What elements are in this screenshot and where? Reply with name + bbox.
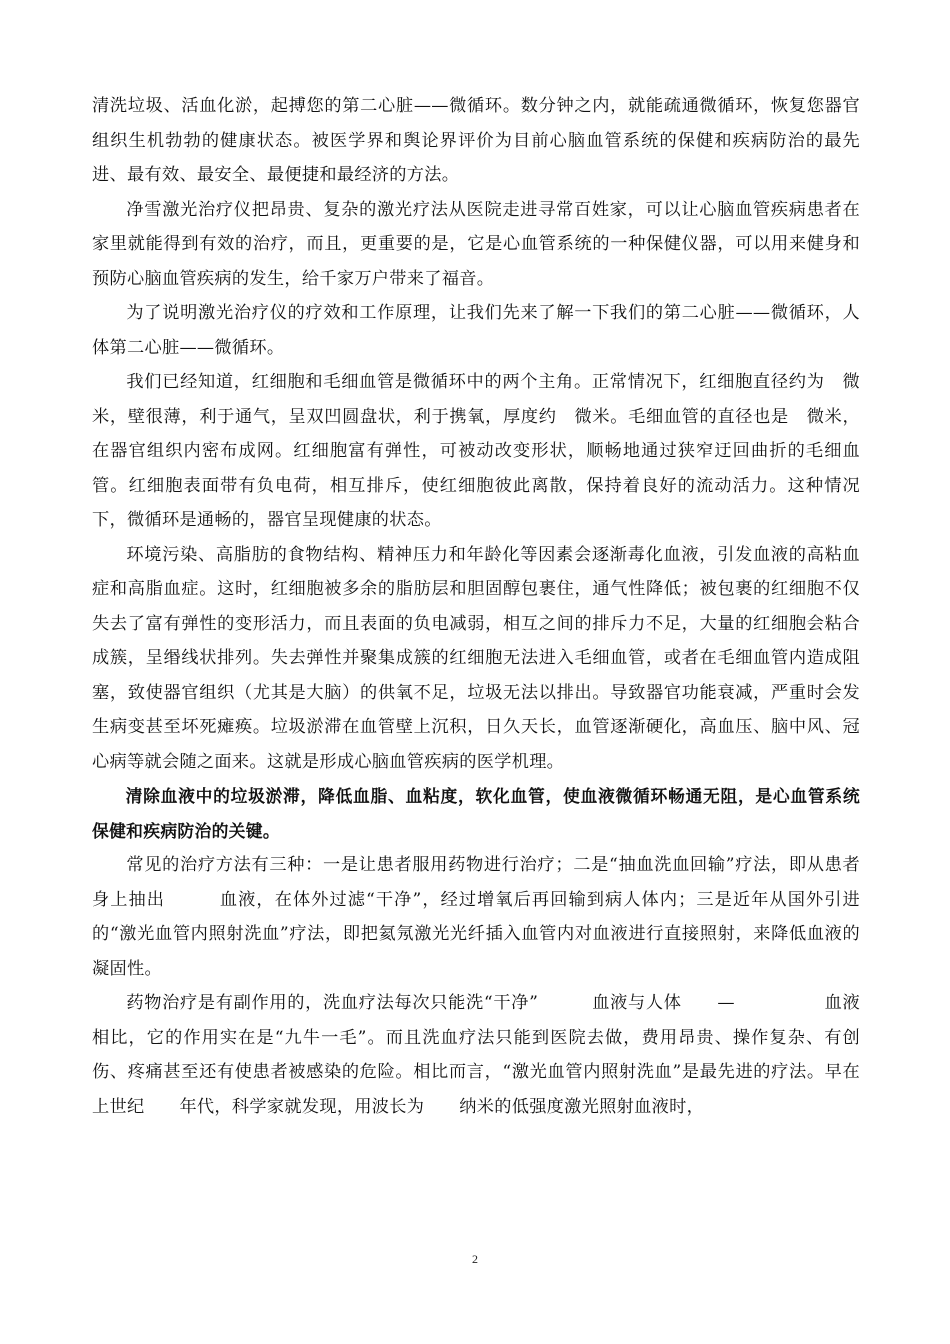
paragraph-5: 环境污染、高脂肪的食物结构、精神压力和年龄化等因素会逐渐毒化血液，引发血液的高粘血症和高脂血症。这时，红细胞被多余的脂肪层和胆固醇包裹住，通气性降低；被包裹的红细胞不仅失去了富有弹性的变形活力，而且表面的负电减弱，相互之间的排斥力不足，大量的红细胞会粘合成簇，呈缗线状排列。失去弹性并聚集成簇的红细胞无法进入毛细血管，或者在毛细血管内造成阻塞，致使器官组织（尤其是大脑）的供氧不足，垃圾无法以排出。导致器官功能衰减，严重时会发生病变甚至坏死瘫痪。垃圾淤滞在血管壁上沉积，日久天长，血管逐渐硬化，高血压、脑中风、冠心病等就会随之面来。这就是形成心脑血管疾病的医学机理。 xyxy=(92,544,860,772)
paragraph-4: 我们已经知道，红细胞和毛细血管是微循环中的两个主角。正常情况下，红细胞直径约为 微米，壁很薄，利于通气，呈双凹圆盘状，利于携氧，厚度约 微米。毛细血管的直径也是 微米，在器官组织内密布成网。红细胞富有弹性，可被动改变形状，顺畅地通过狭窄迂回曲折的毛细血管。红细胞表面带有负电荷，相互排斥，使红细胞彼此离散，保持着良好的流动活力。这种情况下，微循环是通畅的，器官呈现健康的状态。 xyxy=(92,372,860,530)
page-number: 2 xyxy=(472,1252,478,1266)
paragraph-1: 清洗垃圾、活血化淤，起搏您的第二心脏——微循环。数分钟之内，就能疏通微循环，恢复您器官组织生机勃勃的健康状态。被医学界和舆论界评价为目前心脑血管系统的保健和疾病防治的最先进、最有效、最安全、最便捷和最经济的方法。 xyxy=(92,96,860,185)
paragraph-8: 药物治疗是有副作用的，洗血疗法每次只能洗“干净” 血液与人体 — 血液相比，它的作用实在是“九牛一毛”。而且洗血疗法只能到医院去做，费用昂贵、操作复杂、有创伤、疼痛甚至还有使患者被感染的危险。相比而言，“激光血管内照射洗血”是最先进的疗法。早在上世纪 年代，科学家就发现，用波长为 纳米的低强度激光照射血液时， xyxy=(92,993,860,1117)
document-body xyxy=(92,89,860,1124)
key-point-paragraph: 清除血液中的垃圾淤滞，降低血脂、血粘度，软化血管，使血液微循环畅通无阻，是心血管系统保健和疾病防治的关键。 xyxy=(92,786,860,841)
paragraph-7: 常见的治疗方法有三种：一是让患者服用药物进行治疗；二是“抽血洗血回输”疗法，即从患者身上抽出 血液，在体外过滤“干净”，经过增氧后再回输到病人体内；三是近年从国外引进的“激光血管内照射洗血”疗法，即把氦氖激光光纤插入血管内对血液进行直接照射，来降低血液的凝固性。 xyxy=(92,855,860,979)
paragraph-3: 为了说明激光治疗仪的疗效和工作原理，让我们先来了解一下我们的第二心脏——微循环，人体第二心脏——微循环。 xyxy=(92,303,860,358)
paragraph-2: 净雪激光治疗仪把昂贵、复杂的激光疗法从医院走进寻常百姓家，可以让心脑血管疾病患者在家里就能得到有效的治疗，而且，更重要的是，它是心血管系统的一种保健仪器，可以用来健身和预防心脑血管疾病的发生，给千家万户带来了福音。 xyxy=(92,199,860,289)
